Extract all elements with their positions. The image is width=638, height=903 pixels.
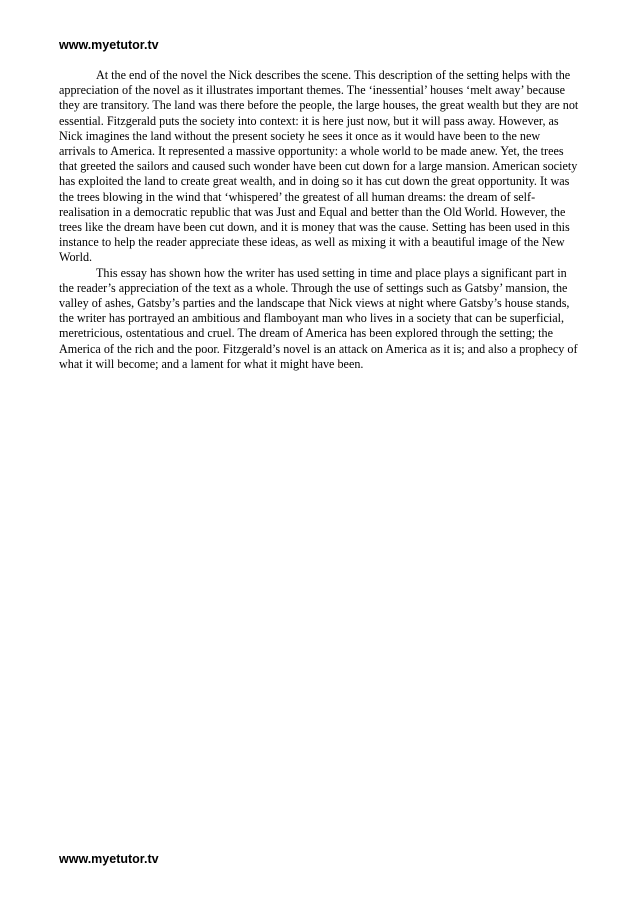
page-header-site-url: www.myetutor.tv: [59, 38, 159, 52]
page-footer-site-url: www.myetutor.tv: [59, 852, 159, 866]
essay-body: [59, 68, 579, 372]
paragraph-setting-ending: At the end of the novel the Nick describes the scene. This description of the setting helps with the appreciation of the novel as it illustrates important themes. The ‘inessential’ houses ‘melt away’ because they are transitory. The land was there before the people, the large houses, the great wealth but they are not essential. Fitzgerald puts the society into context: it is here just now, but it will pass away. However, as Nick imagines the land without the present society he sees it once as it would have been to the new arrivals to America. It represented a massive opportunity: a whole world to be made anew. Yet, the trees that greeted the sailors and caused such wonder have been cut down for a large mansion. American society has exploited the land to create great wealth, and in doing so it has cut down the great opportunity. It was the trees blowing in the wind that ‘whispered’ the greatest of all human dreams: the dream of self-realisation in a democratic republic that was Just and Equal and better than the Old World. However, the trees like the dream have been cut down, and it is money that was the cause. Setting has been used in this instance to help the reader appreciate these ideas, as well as mixing it with a beautiful image of the New World.: [59, 68, 579, 265]
paragraph-conclusion: This essay has shown how the writer has used setting in time and place plays a significant part in the reader’s appreciation of the text as a whole. Through the use of settings such as Gatsby’ mansion, the valley of ashes, Gatsby’s parties and the landscape that Nick views at night where Gatsby’s house stands, the writer has portrayed an ambitious and flamboyant man who lives in a society that can be superficial, meretricious, ostentatious and cruel. The dream of America has been explored through the setting; the America of the rich and the poor. Fitzgerald’s novel is an attack on America as it is; and also a prophecy of what it will become; and a lament for what it might have been.: [59, 265, 578, 371]
